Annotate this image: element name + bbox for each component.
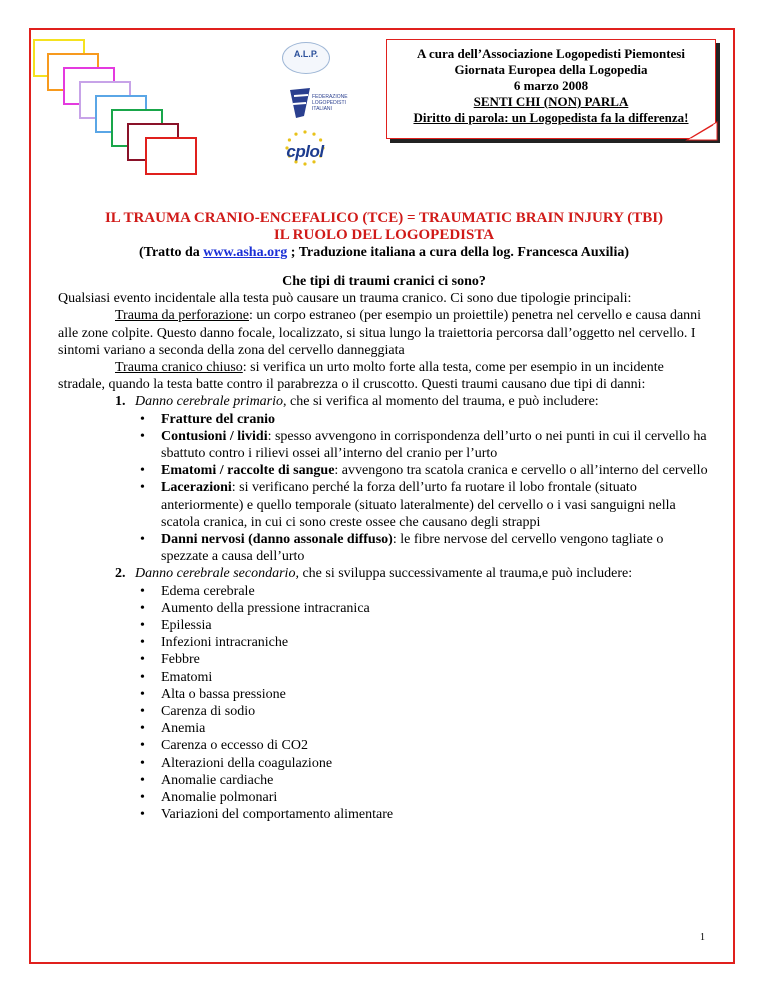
- fli-logo: [286, 82, 348, 122]
- page-number: 1: [700, 932, 705, 943]
- event-date: 6 marzo 2008: [513, 78, 589, 93]
- bullet-icon: •: [140, 704, 145, 720]
- list-item: • Infezioni intracraniche: [140, 635, 289, 651]
- bullet-icon: •: [140, 772, 145, 788]
- list-item: • Alterazioni della coagulazione: [140, 755, 333, 771]
- color-square: [146, 138, 196, 174]
- list-item: • Fratture del cranio: [140, 411, 276, 427]
- document-title: [40, 210, 728, 261]
- bullet-icon: •: [140, 652, 145, 668]
- list-item: • Carenza di sodio: [140, 704, 256, 720]
- intro-paragraph: Qualsiasi evento incidentale alla testa può causare un trauma cranico. Ci sono due tipologie principali:: [58, 291, 632, 307]
- bullet-icon: •: [140, 532, 145, 548]
- list-item: • Anomalie cardiache: [140, 772, 274, 788]
- bullet-icon: •: [140, 463, 145, 479]
- asha-link[interactable]: www.asha.org: [203, 245, 288, 260]
- event-info-box: [386, 39, 722, 144]
- list-item: • Edema cerebrale: [140, 583, 255, 599]
- svg-text:LOGOPEDISTI: LOGOPEDISTI: [312, 100, 346, 106]
- bullet-icon: •: [140, 635, 145, 651]
- alp-logo-text: A.L.P.: [293, 49, 319, 59]
- cplol-logo-text: cplol: [286, 142, 324, 161]
- bullet-icon: •: [140, 790, 145, 806]
- list-item: • Variazioni del comportamento alimentare: [140, 807, 394, 823]
- list-item: • Danni nervosi (danno assonale diffuso): le fibre nervose del cervello vengono tagliate o spezzate a causa dell’urto: [140, 532, 664, 565]
- event-motto: Diritto di parola: un Logopedista fa la differenza!: [413, 110, 689, 125]
- stacked-squares-logo: [0, 0, 240, 180]
- bullet-icon: •: [140, 600, 145, 616]
- list-item: • Alta o bassa pressione: [140, 686, 286, 702]
- document-body: [58, 273, 710, 824]
- list-item: • Contusioni / lividi: spesso avvengono in corrispondenza dell’urto o nei punti in cui il cervello ha sbattuto contro i rilievi ossei all’interno del cranio per l’urto: [140, 428, 707, 462]
- svg-text:ITALIANI: ITALIANI: [312, 106, 332, 112]
- bullet-icon: •: [140, 721, 145, 737]
- secondary-damage-item: 2. Danno cerebrale secondario, che si sviluppa successivamente al trauma,e può includere:: [115, 566, 633, 582]
- page-fold-icon: [687, 122, 717, 140]
- title-line-2: IL RUOLO DEL LOGOPEDISTA: [273, 227, 495, 243]
- bullet-icon: •: [140, 583, 145, 599]
- list-item: • Aumento della pressione intracranica: [140, 600, 370, 616]
- bullet-icon: •: [140, 669, 145, 685]
- source-line: (Tratto da www.asha.org ; Traduzione italiana a cura della log. Francesca Auxilia): [138, 245, 629, 260]
- list-item: • Anomalie polmonari: [140, 790, 278, 806]
- secondary-damage-list: [58, 583, 710, 824]
- list-item: • Febbre: [140, 652, 200, 668]
- bullet-icon: •: [140, 428, 145, 444]
- svg-text:FEDERAZIONE: FEDERAZIONE: [312, 94, 348, 100]
- event-organizer: A cura dell’Associazione Logopedisti Piemontesi: [417, 46, 685, 61]
- event-name: Giornata Europea della Logopedia: [454, 62, 648, 77]
- bullet-icon: •: [140, 755, 145, 771]
- bullet-icon: •: [140, 686, 145, 702]
- bullet-icon: •: [140, 618, 145, 634]
- event-slogan: SENTI CHI (NON) PARLA: [473, 94, 629, 109]
- title-line-1: IL TRAUMA CRANIO-ENCEFALICO (TCE) = TRAUMATIC BRAIN INJURY (TBI): [104, 210, 664, 226]
- list-item: • Carenza o eccesso di CO2: [140, 738, 308, 754]
- perforation-paragraph: Trauma da perforazione: un corpo estraneo (per esempio un proiettile) penetra nel cervello e causa danni alle zone colpite. Questo danno focale, localizzato, si situa lungo la traiettoria percorsa dall’oggetto nel cervello. I sintomi variano a seconda della zona del cervello danneggiata: [58, 308, 702, 358]
- list-item: • Anemia: [140, 721, 206, 737]
- primary-damage-list: [58, 411, 710, 566]
- closed-trauma-paragraph: Trauma cranico chiuso: si verifica un urto molto forte alla testa, come per esempio in un incidente stradale, quando la testa batte contro il parabrezza o il cruscotto. Questi traumi causano due tipi di danni:: [58, 360, 664, 393]
- list-item: • Epilessia: [140, 618, 212, 634]
- bullet-icon: •: [140, 480, 145, 496]
- primary-damage-item: 1. Danno cerebrale primario, che si verifica al momento del trauma, e può includere:: [115, 394, 599, 410]
- bullet-icon: •: [140, 807, 145, 823]
- bullet-icon: •: [140, 411, 145, 427]
- list-item: • Ematomi / raccolte di sangue: avvengono tra scatola cranica e cervello o all’interno del cervello: [140, 463, 708, 479]
- section-heading: Che tipi di traumi cranici ci sono?: [282, 274, 486, 289]
- cplol-logo: [280, 128, 330, 168]
- alp-logo: [282, 42, 330, 74]
- list-item: • Lacerazioni: si verificano perché la forza dell’urto fa ruotare il lobo frontale (situato anteriormente) e quello temporale (situato lateralmente) del cervello o i vasi sanguigni nella scatola cranica, in cui ci sono creste ossee che causano degli strappi: [140, 480, 676, 530]
- list-item: • Ematomi: [140, 669, 213, 685]
- bullet-icon: •: [140, 738, 145, 754]
